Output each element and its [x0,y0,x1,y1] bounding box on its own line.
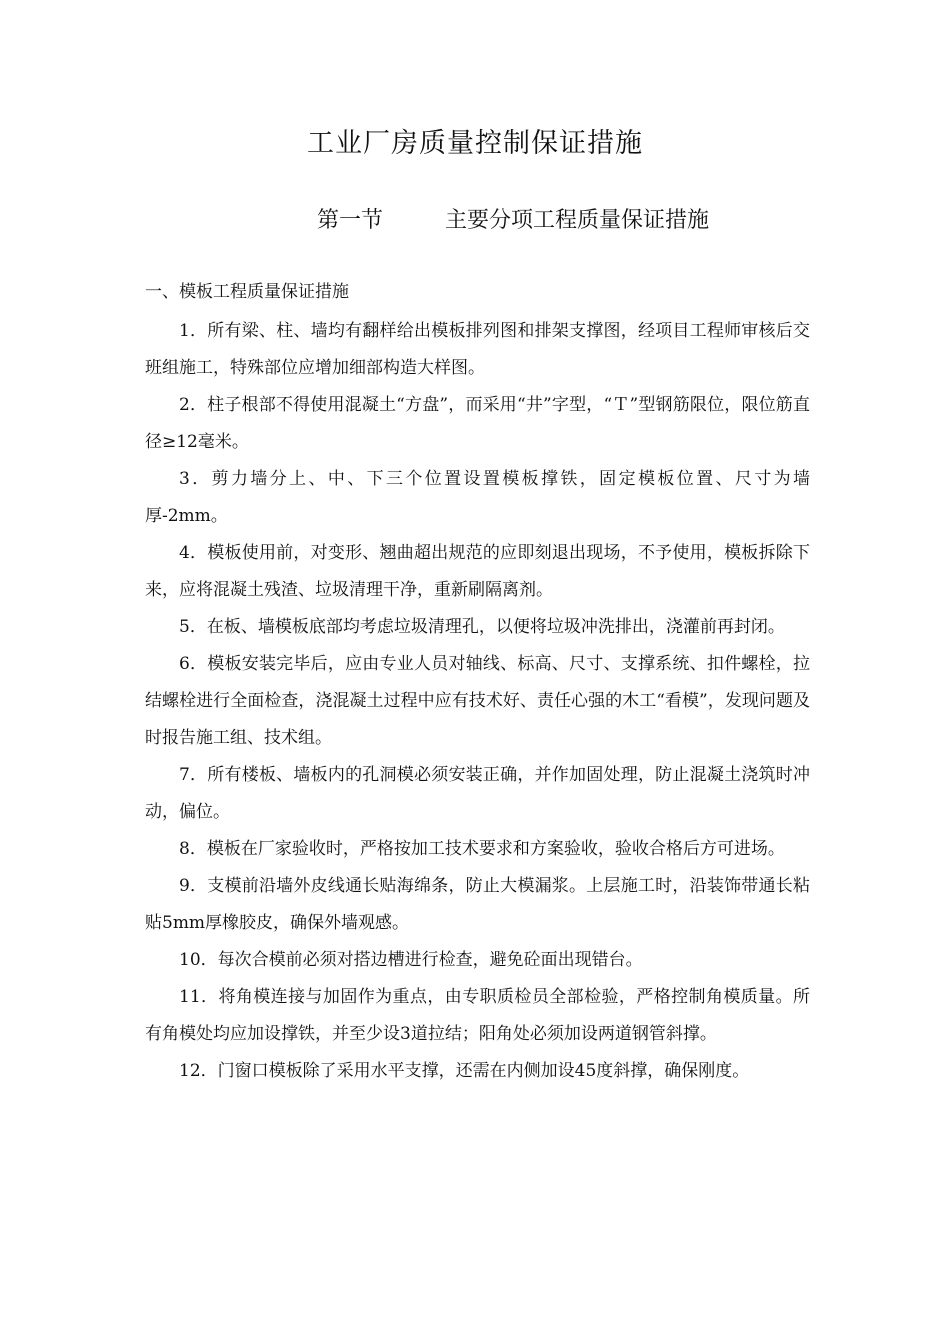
measure-item-9: 9．支模前沿墙外皮线通长贴海绵条，防止大模漏浆。上层施工时，沿装饰带通长粘贴5mm厚橡胶皮，确保外墙观感。 [145,876,810,933]
section-number: 第一节 [317,208,384,233]
measure-item-3: 3．剪力墙分上、中、下三个位置设置模板撑铁，固定模板位置、尺寸为墙厚-2mm。 [145,469,810,526]
measure-item-1: 1．所有梁、柱、墙均有翻样给出模板排列图和排架支撑图，经项目工程师审核后交班组施工，特殊部位应增加细部构造大样图。 [145,321,810,378]
section-heading [317,204,709,238]
measure-item-11: 11．将角模连接与加固作为重点，由专职质检员全部检验，严格控制角模质量。所有角模处均应加设撑铁，并至少设3道拉结；阳角处必须加设两道钢管斜撑。 [145,987,810,1044]
measure-item-5: 5．在板、墙模板底部均考虑垃圾清理孔，以便将垃圾冲洗排出，浇灌前再封闭。 [179,617,785,637]
subsection-heading: 一、模板工程质量保证措施 [145,282,349,302]
section-title: 主要分项工程质量保证措施 [445,208,710,233]
measure-item-4: 4．模板使用前，对变形、翘曲超出规范的应即刻退出现场，不予使用，模板拆除下来，应将混凝土残渣、垃圾清理干净，重新刷隔离剂。 [145,543,810,600]
measure-item-12: 12．门窗口模板除了采用水平支撑，还需在内侧加设45度斜撑，确保刚度。 [179,1061,750,1081]
measure-item-2: 2．柱子根部不得使用混凝土“方盘”，而采用“井”字型，“Ｔ”型钢筋限位，限位筋直径≥12毫米。 [145,395,810,452]
measure-item-10: 10．每次合模前必须对搭边槽进行检查，避免砼面出现错台。 [179,950,643,970]
measure-item-7: 7．所有楼板、墙板内的孔洞模必须安装正确，并作加固处理，防止混凝土浇筑时冲动，偏位。 [145,765,810,822]
measure-item-6: 6．模板安装完毕后，应由专业人员对轴线、标高、尺寸、支撑系统、扣件螺栓，拉结螺栓进行全面检查，浇混凝土过程中应有技术好、责任心强的木工“看模”，发现问题及时报告施工组、技术组。 [145,654,810,748]
document-title: 工业厂房质量控制保证措施 [307,128,643,159]
measure-list [145,313,810,1090]
measure-item-8: 8．模板在厂家验收时，严格按加工技术要求和方案验收，验收合格后方可进场。 [179,839,785,859]
